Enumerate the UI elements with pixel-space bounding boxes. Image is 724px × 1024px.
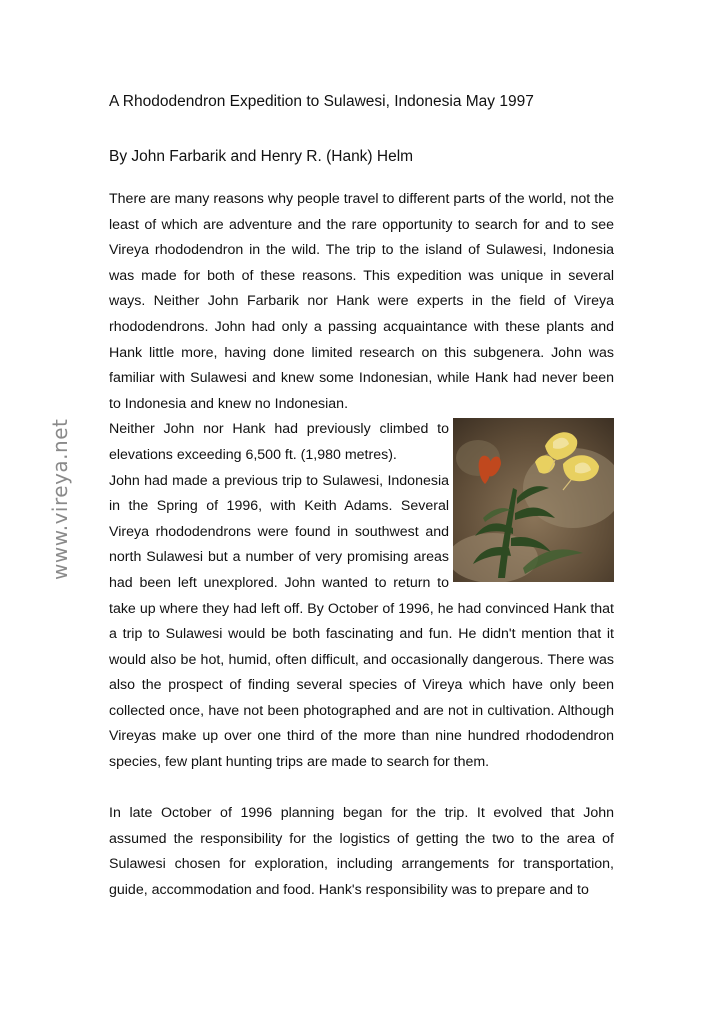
paragraph: There are many reasons why people travel to different parts of the world, not the least of which are adventure and the rare opportunity to search for and to see Vireya rhododendron in the wild. The trip to the island of Sulawesi, Indonesia was made for both of these reasons. This expedition was unique in several ways. Neither John Farbarik nor Hank were experts in the field of Vireya rhododendrons. John had only a passing acquaintance with these plants and Hank little more, having done limited research on this subgenera. John was familiar with Sulawesi and knew some Indonesian, while Hank had never been to Indonesia and knew no Indonesian.	[109, 191, 614, 412]
paragraph: In late October of 1996 planning began for the trip. It evolved that John assumed the responsibility for the logistics of getting the two to the area of Sulawesi chosen for exploration, including arrangements for transportation, guide, accommodation and food. Hank's responsibility was to prepare and to	[109, 805, 614, 899]
paragraph: Neither John nor Hank had previously climbed to elevations exceeding 6,500 ft. (1,980 metres).	[109, 421, 449, 463]
document-byline: By John Farbarik and Henry R. (Hank) Helm	[109, 148, 414, 165]
article-text	[109, 187, 614, 904]
watermark: www.vireya.net	[48, 418, 72, 580]
paragraph: John had made a previous trip to Sulawesi, Indonesia in the Spring of 1996, with Keith Adams. Several Vireya rhododendrons were found in southwest and north Sulawesi but a number of very promising areas had been left unexplored. John wanted to return to take up where they had left off. By October of 1996, he had convinced Hank that a trip to Sulawesi would be both fascinating and fun. He didn't mention that it would also be hot, humid, often difficult, and occasionally dangerous. There was also the prospect of finding several species of Vireya which have only been collected once, have not been photographed and are not in cultivation. Although Vireyas make up over one third of the more than nine hundred rhododendron species, few plant hunting trips are made to search for them.	[109, 472, 614, 771]
rhododendron-photo	[453, 418, 614, 582]
paragraph-spacer	[109, 776, 614, 802]
document-title: A Rhododendron Expedition to Sulawesi, Indonesia May 1997	[109, 93, 534, 110]
document-body	[109, 88, 614, 904]
